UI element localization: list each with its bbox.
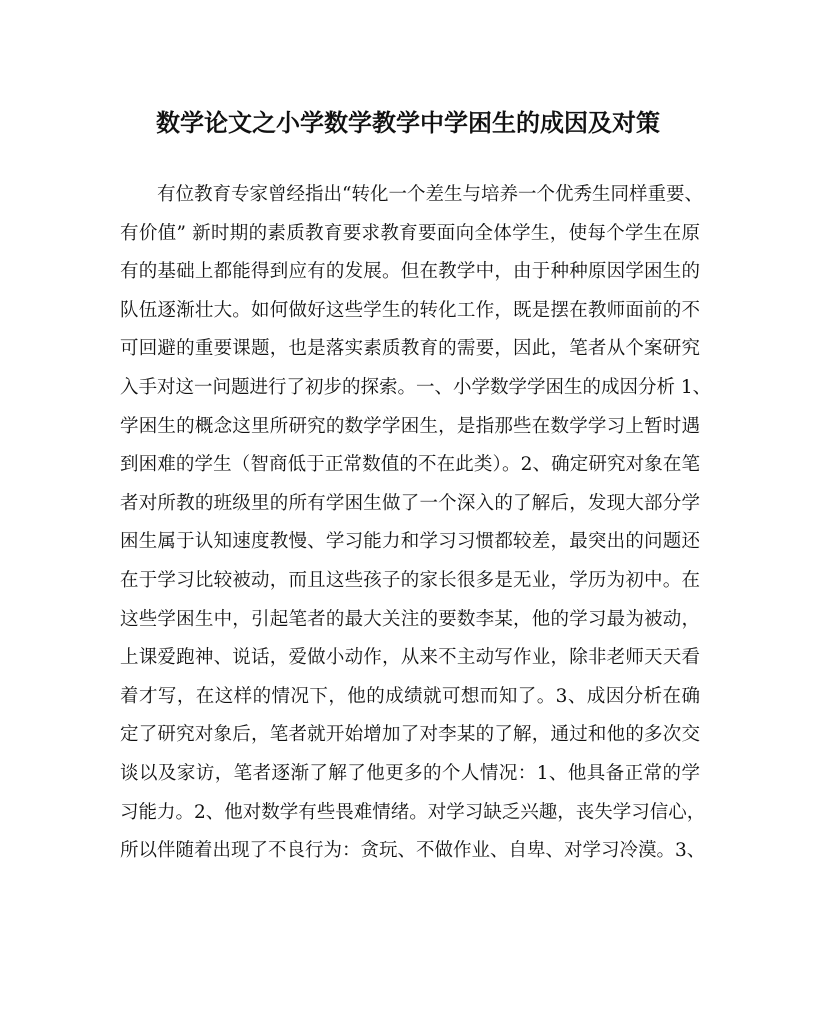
body-line: 在于学习比较被动，而且这些孩子的家长很多是无业，学历为初中。在 xyxy=(120,569,700,591)
body-line: 队伍逐渐壮大。如何做好这些学生的转化工作，既是摆在教师面前的不 xyxy=(120,299,700,321)
body-line: 有位教育专家曾经指出“转化一个差生与培养一个优秀生同样重要、 xyxy=(120,184,703,205)
document-title: 数学论文之小学数学教学中学困生的成因及对策 xyxy=(156,108,660,137)
body-line: 可回避的重要课题，也是落实素质教育的需要，因此，笔者从个案研究 xyxy=(120,338,700,360)
body-line: 习能力。2、他对数学有些畏难情绪。对学习缺乏兴趣，丧失学习信心， xyxy=(120,801,706,823)
body-line: 入手对这一问题进行了初步的探索。一、小学数学学困生的成因分析 1、 xyxy=(120,376,712,398)
body-line: 这些学困生中，引起笔者的最大关注的要数李某，他的学习最为被动， xyxy=(120,608,700,630)
body-line: 学困生的概念这里所研究的数学学困生，是指那些在数学学习上暂时遇 xyxy=(120,415,700,437)
body-line: 到困难的学生（智商低于正常数值的不在此类）。2、确定研究对象在笔 xyxy=(120,454,700,476)
document-body xyxy=(120,176,712,871)
body-line: 者对所教的班级里的所有学困生做了一个深入的了解后，发现大部分学 xyxy=(120,492,700,514)
body-line: 着才写，在这样的情况下，他的成绩就可想而知了。3、成因分析在确 xyxy=(120,685,700,707)
body-line: 定了研究对象后，笔者就开始增加了对李某的了解，通过和他的多次交 xyxy=(120,724,700,746)
body-line: 所以伴随着出现了不良行为：贪玩、不做作业、自卑、对学习冷漠。3、 xyxy=(120,840,706,862)
body-line: 谈以及家访，笔者逐渐了解了他更多的个人情况：1、他具备正常的学 xyxy=(120,762,700,784)
body-line: 有价值” 新时期的素质教育要求教育要面向全体学生，使每个学生在原 xyxy=(120,222,700,244)
body-line: 困生属于认知速度教慢、学习能力和学习习惯都较差，最突出的问题还 xyxy=(120,531,700,553)
body-line: 上课爱跑神、说话，爱做小动作，从来不主动写作业，除非老师天天看 xyxy=(120,647,700,669)
body-line: 有的基础上都能得到应有的发展。但在教学中，由于种种原因学困生的 xyxy=(120,261,700,283)
